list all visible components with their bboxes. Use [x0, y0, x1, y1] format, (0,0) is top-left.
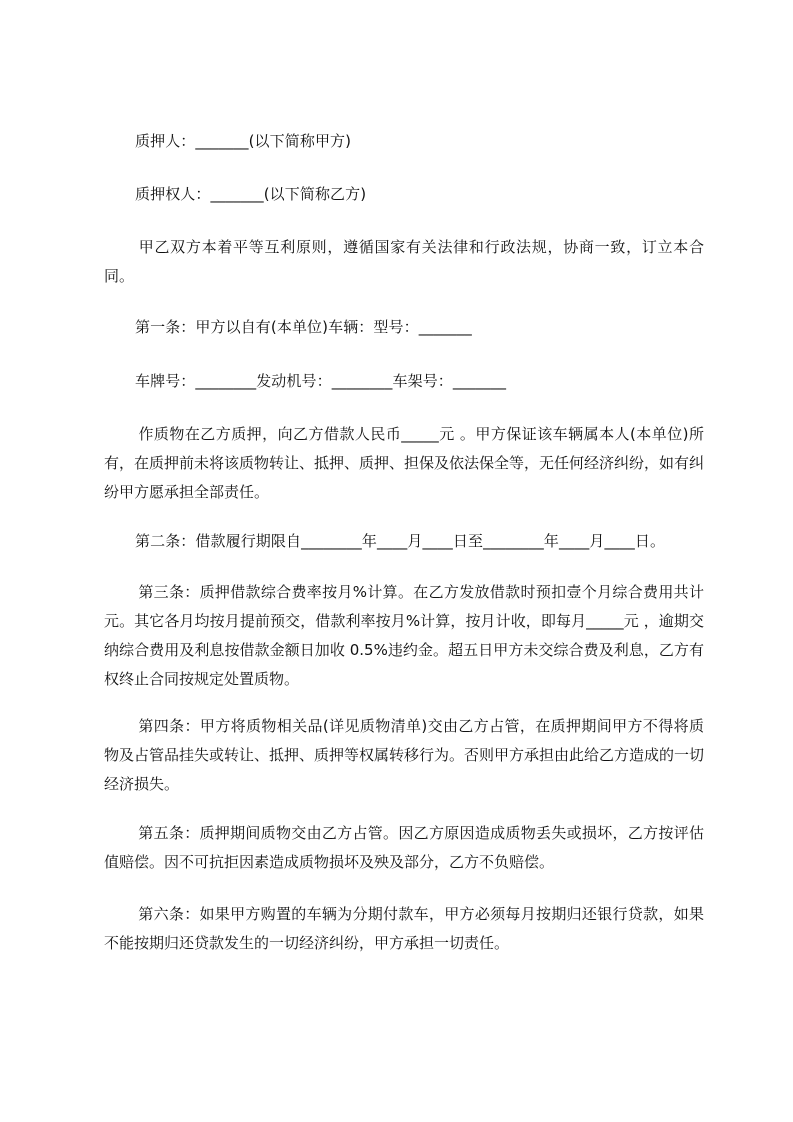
article-3-text: 第三条：质押借款综合费率按月%计算。在乙方发放借款时预扣壹个月综合费用共计元。其它各月均按月提前预交，借款利率按月%计算，按月计收，即每月_____元 ，逾期交纳综合费用及利息按借款金额日加收 0.5%违约金。超五日甲方未交综合费及利息，乙方有权终止合同按规定处置质物。 — [104, 583, 704, 688]
vehicle-info-line: 车牌号：________发动机号：________车架号：_______ — [135, 372, 507, 390]
article-5-paragraph — [104, 819, 704, 877]
article-3-paragraph — [104, 578, 704, 694]
pledge-paragraph — [104, 420, 704, 507]
preamble-paragraph — [104, 233, 704, 291]
article-1-line: 第一条：甲方以自有(本单位)车辆：型号：_______ — [135, 318, 472, 336]
pledge-text: 作质物在乙方质押，向乙方借款人民币_____元 。甲方保证该车辆属本人(本单位)所有，在质押前未将该质物转让、抵押、质押、担保及依法保全等，无任何经济纠纷，如有纠纷甲方愿承担全部责任。 — [104, 425, 705, 501]
pledgor-line: 质押人：_______(以下简称甲方) — [135, 132, 352, 150]
article-2-line: 第二条：借款履行期限自________年____月____日至________年____月____日。 — [135, 532, 666, 550]
preamble-text: 甲乙双方本着平等互利原则，遵循国家有关法律和行政法规，协商一致，订立本合同。 — [104, 238, 704, 285]
article-6-text: 第六条：如果甲方购置的车辆为分期付款车，甲方必须每月按期归还银行贷款，如果不能按期归还贷款发生的一切经济纠纷，甲方承担一切责任。 — [104, 905, 704, 952]
article-4-paragraph — [104, 712, 704, 799]
pledgee-line: 质押权人：_______(以下简称乙方) — [135, 185, 367, 203]
article-5-text: 第五条：质押期间质物交由乙方占管。因乙方原因造成质物丢失或损坏，乙方按评估值赔偿。因不可抗拒因素造成质物损坏及殃及部分，乙方不负赔偿。 — [104, 824, 704, 871]
article-4-text: 第四条：甲方将质物相关品(详见质物清单)交由乙方占管，在质押期间甲方不得将质物及占管品挂失或转让、抵押、质押等权属转移行为。否则甲方承担由此给乙方造成的一切经济损失。 — [104, 717, 705, 793]
article-6-paragraph — [104, 900, 704, 958]
